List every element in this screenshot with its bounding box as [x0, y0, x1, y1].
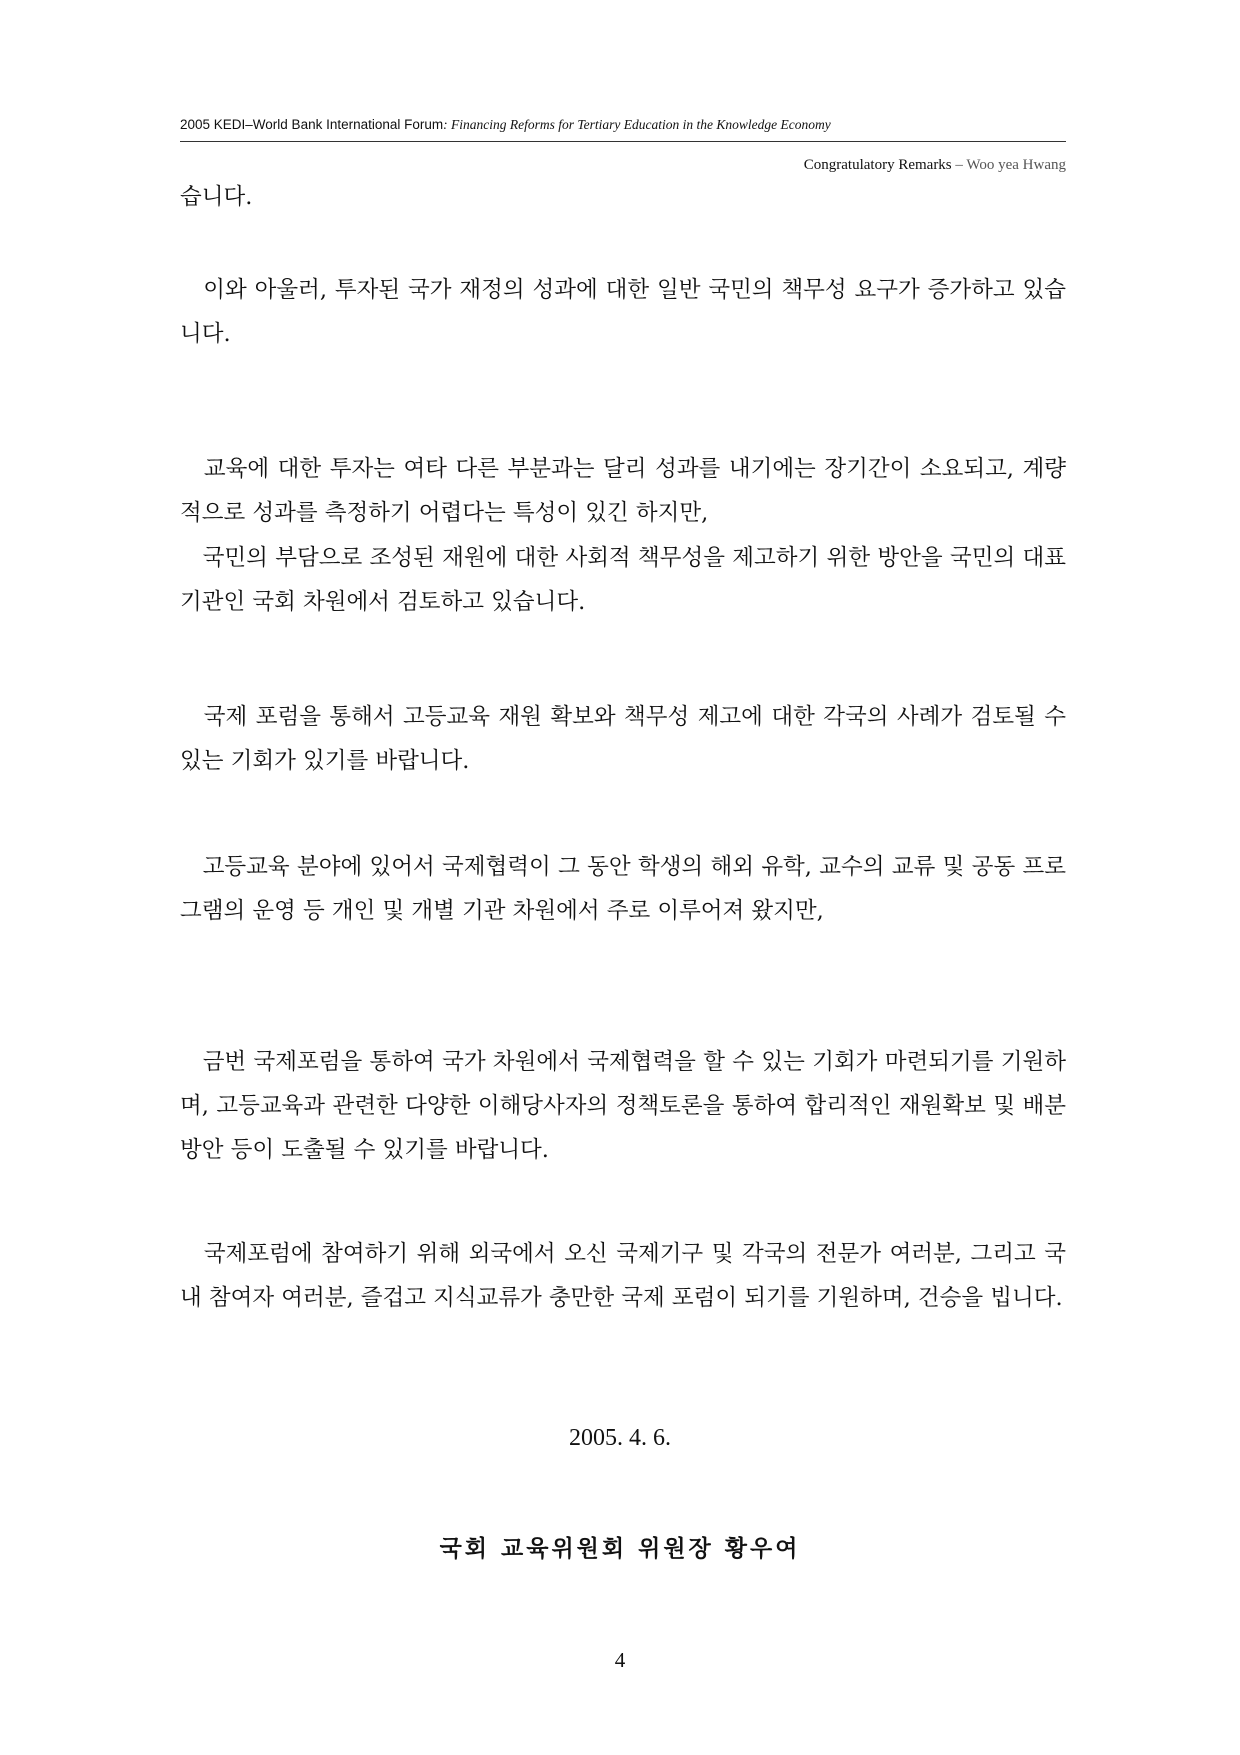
- paragraph-continuation: 습니다.: [180, 184, 253, 210]
- paragraph-forum-cases: 국제 포럼을 통해서 고등교육 재원 확보와 책무성 제고에 대한 각국의 사례가 검토될 수 있는 기회가 있기를 바랍니다.: [180, 704, 1066, 774]
- paragraph-accountability: 이와 아울러, 투자된 국가 재정의 성과에 대한 일반 국민의 책무성 요구가 증가하고 있습니다.: [180, 277, 1066, 347]
- header-rule: [180, 141, 1066, 142]
- paragraph-cooperation: 고등교육 분야에 있어서 국제협력이 그 동안 학생의 해외 유학, 교수의 교류 및 공동 프로그램의 운영 등 개인 및 개별 기관 차원에서 주로 이루어져 왔지만,: [180, 854, 1066, 924]
- paragraph-policy-debate: 금번 국제포럼을 통하여 국가 차원에서 국제협력을 할 수 있는 기회가 마련되기를 기원하며, 고등교육과 관련한 다양한 이해당사자의 정책토론을 통하여 합리적인 재원확보 및 배분방안 등이 도출될 수 있기를 바랍니다.: [180, 1049, 1066, 1163]
- author-name: Woo yea Hwang: [966, 157, 1066, 173]
- header-separator: –: [951, 157, 967, 173]
- running-header-title: [180, 117, 831, 133]
- running-header-section: [804, 157, 1066, 174]
- signature: 국회 교육위원회 위원장 황우여: [439, 1535, 801, 1562]
- page-number: 4: [614, 1648, 626, 1672]
- forum-title: 2005 KEDI–World Bank International Forum: [180, 117, 444, 132]
- paragraph-review: 국민의 부담으로 조성된 재원에 대한 사회적 책무성을 제고하기 위한 방안을 국민의 대표기관인 국회 차원에서 검토하고 있습니다.: [180, 545, 1066, 615]
- forum-subtitle: : Financing Reforms for Tertiary Education in the Knowledge Economy: [443, 117, 831, 132]
- paragraph-investment: 교육에 대한 투자는 여타 다른 부분과는 달리 성과를 내기에는 장기간이 소요되고, 계량적으로 성과를 측정하기 어렵다는 특성이 있긴 하지만,: [180, 456, 1066, 526]
- section-name: Congratulatory Remarks: [803, 157, 952, 173]
- paragraph-closing: 국제포럼에 참여하기 위해 외국에서 오신 국제기구 및 각국의 전문가 여러분, 그리고 국내 참여자 여러분, 즐겁고 지식교류가 충만한 국제 포럼이 되기를 기원하며, 건승을 빕니다.: [180, 1241, 1066, 1311]
- date: 2005. 4. 6.: [569, 1425, 671, 1451]
